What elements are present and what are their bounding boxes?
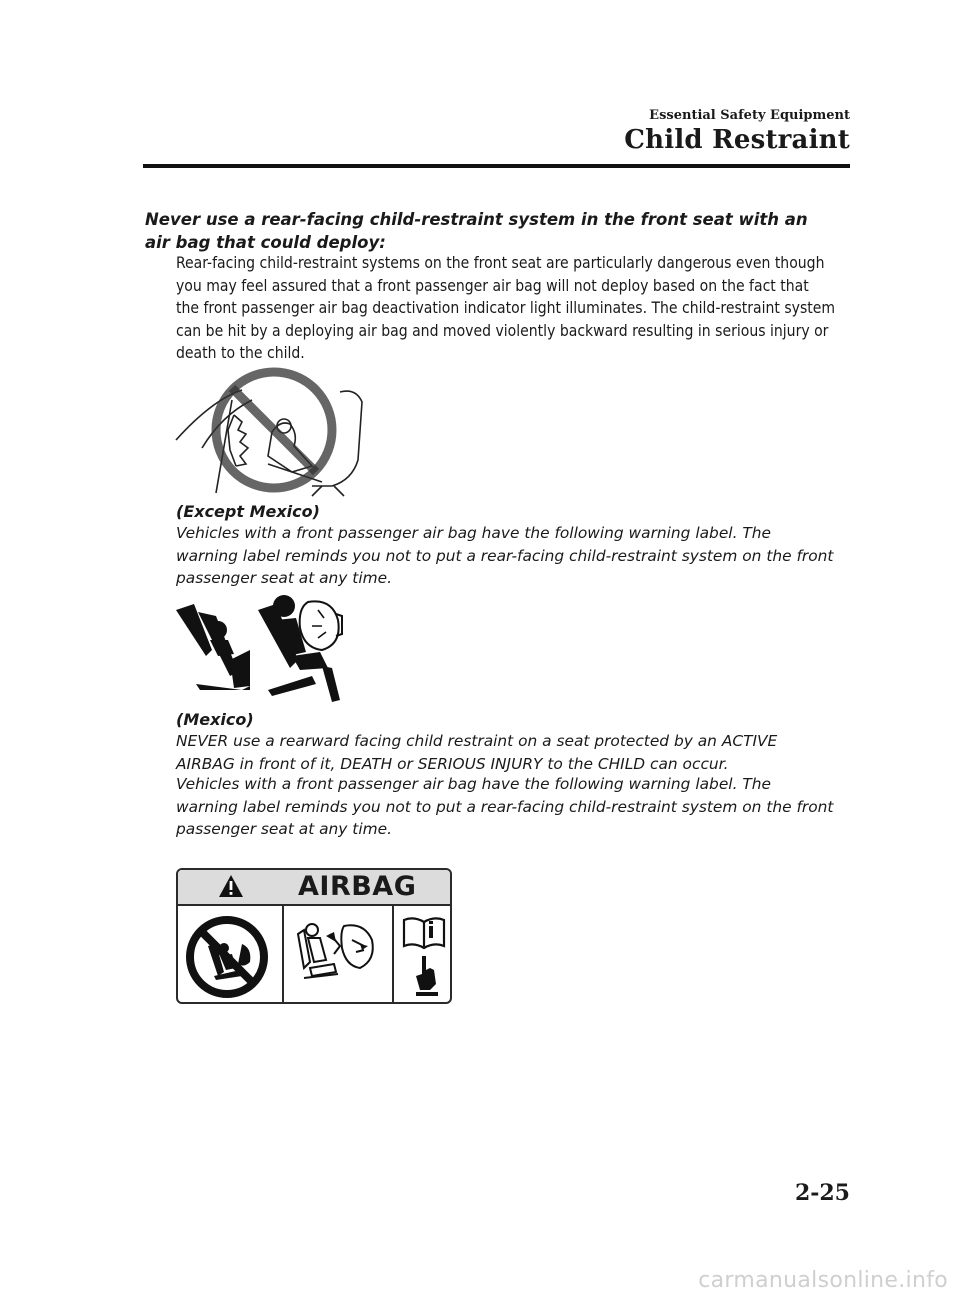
airbag-warning-pictogram xyxy=(172,590,347,710)
page-title: Child Restraint xyxy=(624,125,850,155)
mexico-warning-text: NEVER use a rearward facing child restraint on a seat protected by an ACTIVE AIRBAG in front of it, DEATH or SERIOUS INJURY to the CHILD can occur. xyxy=(176,732,778,773)
rear-facing-prohibited-illustration xyxy=(172,360,397,498)
warning-body: Rear-facing child-restraint systems on the front seat are particularly dangerous even though you may feel assured that a front passenger air bag will not deploy based on the fact that the front passenger air bag deactivation indicator light illuminates. The child-restraint system can be hit by a deploying air bag and moved violently backward resulting in serious injury or death to the child. xyxy=(176,254,836,362)
except-mexico-text: Vehicles with a front passenger air bag have the following warning label. The warning label reminds you not to put a rear-facing child-restraint system on the front passenger seat at any time. xyxy=(176,524,834,587)
except-mexico-heading: (Except Mexico) xyxy=(176,502,320,521)
airbag-label-title: AIRBAG xyxy=(298,871,417,902)
airbag-warning-label xyxy=(176,868,452,1004)
airbag-label-header xyxy=(178,870,450,906)
airbag-figure-icon xyxy=(290,916,384,996)
warning-triangle-icon xyxy=(218,874,244,898)
page-number: 2-25 xyxy=(794,1180,850,1206)
mexico-heading: (Mexico) xyxy=(176,710,254,729)
header-divider xyxy=(143,164,850,168)
warning-title: Never use a rear-facing child-restraint system in the front seat with an air bag that could deploy: xyxy=(145,210,808,252)
watermark: carmanualsonline.info xyxy=(698,1268,948,1293)
prohibition-icon xyxy=(184,914,270,1000)
label-divider xyxy=(392,906,394,1004)
label-divider xyxy=(282,906,284,1004)
manual-book-icon xyxy=(400,912,448,1000)
section-name: Essential Safety Equipment xyxy=(649,108,850,123)
mexico-label-text: Vehicles with a front passenger air bag have the following warning label. The warning label reminds you not to put a rear-facing child-restraint system on the front passenger seat at any time. xyxy=(176,775,834,838)
